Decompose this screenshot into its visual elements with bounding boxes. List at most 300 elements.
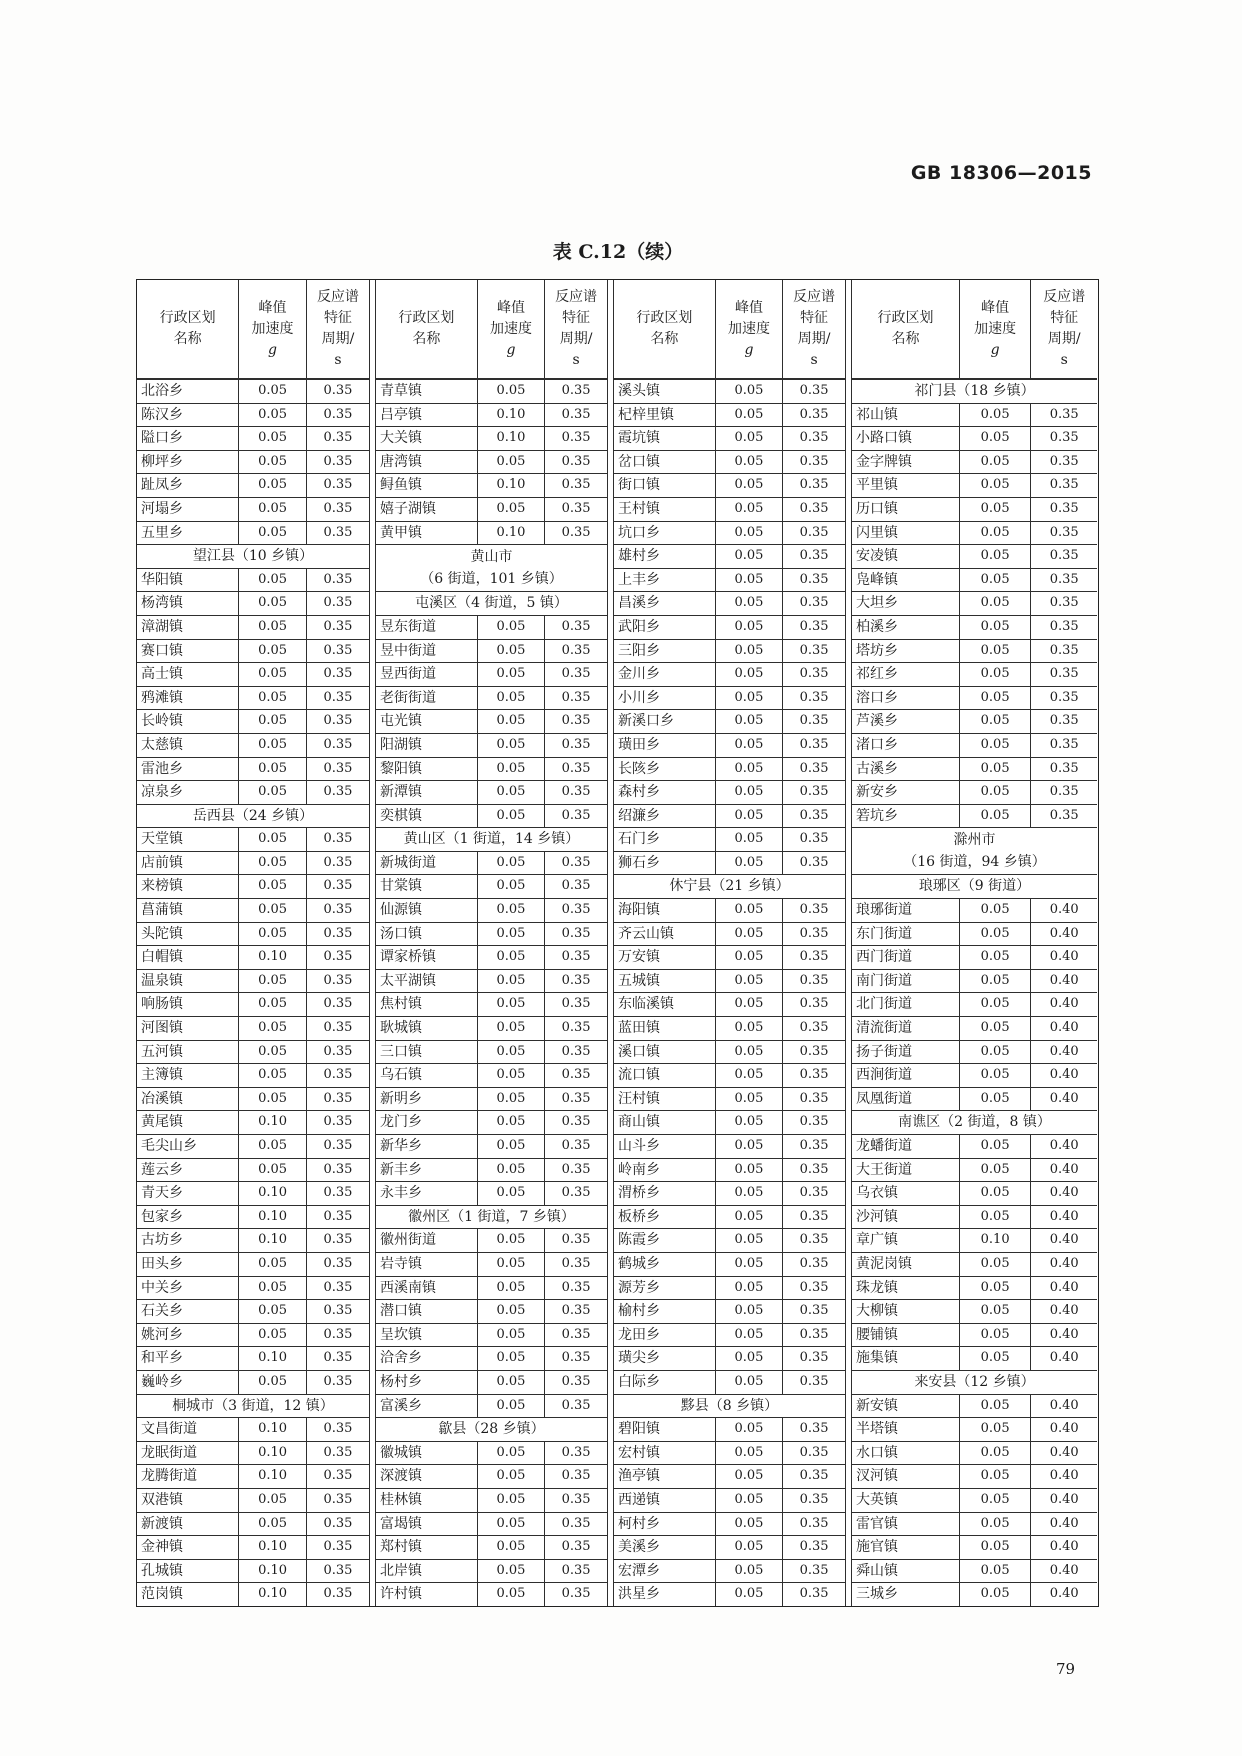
column-group-3 (613, 280, 846, 1606)
peak-acceleration-cell: 0.05 (478, 1041, 544, 1064)
header-text-line: g (506, 341, 516, 358)
response-period-cell: 0.35 (307, 1465, 369, 1488)
response-period-cell: 0.35 (307, 1536, 369, 1559)
region-name-cell: 安凌镇 (852, 545, 959, 568)
peak-acceleration-cell: 0.05 (478, 946, 544, 969)
response-period-cell: 0.35 (545, 1041, 607, 1064)
response-period-cell: 0.35 (783, 1513, 845, 1536)
peak-acceleration-cell: 0.05 (478, 1135, 544, 1158)
response-period-cell: 0.40 (1031, 1465, 1097, 1488)
response-period-cell: 0.35 (783, 734, 845, 757)
response-period-cell: 0.35 (545, 474, 607, 497)
header-text-line: 周期/ (321, 331, 355, 347)
peak-acceleration-cell: 0.05 (478, 993, 544, 1016)
response-period-cell: 0.35 (783, 1560, 845, 1583)
response-period-cell: 0.35 (783, 498, 845, 521)
response-period-cell: 0.35 (307, 899, 369, 922)
region-name-cell: 霞坑镇 (614, 427, 715, 450)
header-pga-cell (960, 280, 1030, 379)
section-heading-cell: 歙县（28 乡镇） (376, 1418, 607, 1441)
section-heading-cell: 桐城市（3 街道，12 镇） (137, 1395, 369, 1418)
response-period-cell: 0.40 (1031, 1489, 1097, 1512)
region-name-cell: 大柳镇 (852, 1300, 959, 1323)
peak-acceleration-cell: 0.05 (716, 592, 782, 615)
response-period-cell: 0.35 (307, 640, 369, 663)
response-period-cell: 0.35 (783, 1371, 845, 1394)
region-name-cell: 和平乡 (137, 1347, 238, 1370)
peak-acceleration-cell: 0.05 (960, 1135, 1030, 1158)
region-name-cell: 甘棠镇 (376, 875, 477, 898)
peak-acceleration-cell: 0.05 (239, 1489, 306, 1512)
response-period-cell: 0.40 (1031, 1583, 1097, 1606)
response-period-cell: 0.35 (307, 1088, 369, 1111)
response-period-cell: 0.35 (1031, 427, 1097, 450)
peak-acceleration-cell: 0.05 (716, 1111, 782, 1134)
region-name-cell: 来榜镇 (137, 875, 238, 898)
region-name-cell: 华阳镇 (137, 569, 238, 592)
region-name-cell: 杨湾镇 (137, 592, 238, 615)
response-period-cell: 0.35 (545, 498, 607, 521)
peak-acceleration-cell: 0.05 (960, 474, 1030, 497)
response-period-cell: 0.35 (545, 640, 607, 663)
response-period-cell: 0.35 (783, 1182, 845, 1205)
column-group-1 (137, 280, 370, 1606)
region-name-cell: 昱东街道 (376, 616, 477, 639)
peak-acceleration-cell: 0.05 (716, 710, 782, 733)
region-name-cell: 石门乡 (614, 828, 715, 851)
response-period-cell: 0.35 (545, 1159, 607, 1182)
response-period-cell: 0.35 (307, 923, 369, 946)
peak-acceleration-cell: 0.05 (716, 805, 782, 828)
response-period-cell: 0.35 (545, 993, 607, 1016)
peak-acceleration-cell: 0.05 (960, 522, 1030, 545)
response-period-cell: 0.40 (1031, 1442, 1097, 1465)
peak-acceleration-cell: 0.05 (960, 805, 1030, 828)
peak-acceleration-cell: 0.05 (239, 970, 306, 993)
region-name-cell: 龙眠街道 (137, 1442, 238, 1465)
region-name-cell: 龙腾街道 (137, 1465, 238, 1488)
region-name-cell: 凤凰街道 (852, 1088, 959, 1111)
peak-acceleration-cell: 0.05 (239, 1513, 306, 1536)
region-name-cell: 南门街道 (852, 970, 959, 993)
peak-acceleration-cell: 0.05 (960, 1536, 1030, 1559)
peak-acceleration-cell: 0.05 (960, 592, 1030, 615)
response-period-cell: 0.35 (783, 1135, 845, 1158)
region-name-cell: 新潭镇 (376, 781, 477, 804)
peak-acceleration-cell: 0.05 (960, 1253, 1030, 1276)
response-period-cell: 0.35 (545, 663, 607, 686)
response-period-cell: 0.35 (307, 1206, 369, 1229)
response-period-cell: 0.35 (307, 993, 369, 1016)
section-heading-cell: 来安县（12 乡镇） (852, 1371, 1097, 1394)
peak-acceleration-cell: 0.05 (239, 592, 306, 615)
response-period-cell: 0.35 (1031, 687, 1097, 710)
region-name-cell: 新城街道 (376, 852, 477, 875)
header-text-line: g (268, 341, 278, 358)
response-period-cell: 0.35 (307, 404, 369, 427)
section-heading-cell (376, 545, 607, 591)
region-name-cell: 海阳镇 (614, 899, 715, 922)
response-period-cell: 0.40 (1031, 1253, 1097, 1276)
header-name-cell (376, 280, 477, 379)
response-period-cell: 0.35 (545, 1395, 607, 1418)
region-name-cell: 半塔镇 (852, 1418, 959, 1441)
standard-code: GB 18306—2015 (910, 162, 1092, 184)
peak-acceleration-cell: 0.05 (716, 616, 782, 639)
peak-acceleration-cell: 0.05 (478, 1536, 544, 1559)
peak-acceleration-cell: 0.05 (716, 1513, 782, 1536)
region-name-cell: 上丰乡 (614, 569, 715, 592)
response-period-cell: 0.35 (783, 1041, 845, 1064)
response-period-cell: 0.35 (307, 1442, 369, 1465)
section-heading-cell: 黄山区（1 街道，14 乡镇） (376, 828, 607, 851)
region-name-cell: 大坦乡 (852, 592, 959, 615)
response-period-cell: 0.35 (783, 687, 845, 710)
peak-acceleration-cell: 0.05 (239, 993, 306, 1016)
peak-acceleration-cell: 0.05 (960, 1017, 1030, 1040)
header-text-line: 加速度 (974, 320, 1017, 337)
response-period-cell: 0.35 (783, 1088, 845, 1111)
region-name-cell: 东临溪镇 (614, 993, 715, 1016)
response-period-cell: 0.40 (1031, 1017, 1097, 1040)
response-period-cell: 0.35 (783, 946, 845, 969)
response-period-cell: 0.35 (545, 1064, 607, 1087)
response-period-cell: 0.35 (307, 474, 369, 497)
peak-acceleration-cell: 0.05 (960, 1159, 1030, 1182)
header-text-line: 峰值 (981, 299, 1010, 316)
response-period-cell: 0.35 (307, 1560, 369, 1583)
peak-acceleration-cell: 0.05 (960, 1560, 1030, 1583)
region-name-cell: 孔城镇 (137, 1560, 238, 1583)
region-name-cell: 长陔乡 (614, 758, 715, 781)
header-period-cell (545, 280, 607, 379)
peak-acceleration-cell: 0.05 (478, 1159, 544, 1182)
region-name-cell: 阳湖镇 (376, 734, 477, 757)
peak-acceleration-cell: 0.05 (960, 569, 1030, 592)
response-period-cell: 0.35 (545, 805, 607, 828)
peak-acceleration-cell: 0.05 (716, 1277, 782, 1300)
peak-acceleration-cell: 0.05 (960, 970, 1030, 993)
response-period-cell: 0.40 (1031, 1395, 1097, 1418)
peak-acceleration-cell: 0.05 (239, 1277, 306, 1300)
region-name-cell: 平里镇 (852, 474, 959, 497)
region-name-cell: 呈坎镇 (376, 1324, 477, 1347)
seismic-parameter-table (136, 279, 1099, 1607)
region-name-cell: 漳湖镇 (137, 616, 238, 639)
response-period-cell: 0.40 (1031, 1560, 1097, 1583)
peak-acceleration-cell: 0.05 (716, 1088, 782, 1111)
peak-acceleration-cell: 0.05 (239, 1300, 306, 1323)
response-period-cell: 0.35 (783, 545, 845, 568)
region-name-cell: 田头乡 (137, 1253, 238, 1276)
header-pga-cell (716, 280, 782, 379)
response-period-cell: 0.35 (307, 970, 369, 993)
response-period-cell: 0.40 (1031, 1300, 1097, 1323)
peak-acceleration-cell: 0.10 (478, 522, 544, 545)
header-text-line: 反应谱 (1043, 289, 1086, 305)
header-text-line: 特征 (323, 310, 352, 326)
region-name-cell: 黎阳镇 (376, 758, 477, 781)
response-period-cell: 0.35 (783, 1229, 845, 1252)
response-period-cell: 0.40 (1031, 1513, 1097, 1536)
response-period-cell: 0.35 (307, 1513, 369, 1536)
header-period-cell (307, 280, 369, 379)
peak-acceleration-cell: 0.05 (478, 687, 544, 710)
peak-acceleration-cell: 0.05 (716, 569, 782, 592)
region-name-cell: 响肠镇 (137, 993, 238, 1016)
response-period-cell: 0.35 (545, 687, 607, 710)
response-period-cell: 0.35 (307, 687, 369, 710)
response-period-cell: 0.35 (545, 710, 607, 733)
region-name-cell: 河图镇 (137, 1017, 238, 1040)
peak-acceleration-cell: 0.05 (716, 1560, 782, 1583)
peak-acceleration-cell: 0.05 (239, 687, 306, 710)
header-period-cell (1031, 280, 1097, 379)
response-period-cell: 0.35 (307, 710, 369, 733)
response-period-cell: 0.35 (307, 1229, 369, 1252)
response-period-cell: 0.35 (307, 1159, 369, 1182)
response-period-cell: 0.35 (1031, 710, 1097, 733)
peak-acceleration-cell: 0.05 (716, 1017, 782, 1040)
region-name-cell: 渚口乡 (852, 734, 959, 757)
region-name-cell: 徽城镇 (376, 1442, 477, 1465)
peak-acceleration-cell: 0.05 (239, 498, 306, 521)
region-name-cell: 岭南乡 (614, 1159, 715, 1182)
region-name-cell: 新丰乡 (376, 1159, 477, 1182)
region-name-cell: 祁山镇 (852, 404, 959, 427)
response-period-cell: 0.40 (1031, 993, 1097, 1016)
header-text-line: 反应谱 (793, 289, 836, 305)
response-period-cell: 0.35 (307, 781, 369, 804)
response-period-cell: 0.35 (307, 1135, 369, 1158)
response-period-cell: 0.35 (783, 522, 845, 545)
response-period-cell: 0.35 (545, 1182, 607, 1205)
response-period-cell: 0.35 (783, 993, 845, 1016)
peak-acceleration-cell: 0.05 (478, 1583, 544, 1606)
response-period-cell: 0.35 (545, 1560, 607, 1583)
peak-acceleration-cell: 0.10 (239, 1111, 306, 1134)
region-name-cell: 新溪口乡 (614, 710, 715, 733)
region-name-cell: 雷池乡 (137, 758, 238, 781)
peak-acceleration-cell: 0.05 (239, 852, 306, 875)
response-period-cell: 0.35 (545, 758, 607, 781)
peak-acceleration-cell: 0.05 (716, 1206, 782, 1229)
region-name-cell: 菖蒲镇 (137, 899, 238, 922)
section-heading-cell: 屯溪区（4 街道，5 镇） (376, 592, 607, 615)
region-name-cell: 文昌街道 (137, 1418, 238, 1441)
region-name-cell: 富溪乡 (376, 1395, 477, 1418)
peak-acceleration-cell: 0.05 (716, 474, 782, 497)
response-period-cell: 0.35 (307, 875, 369, 898)
region-name-cell: 历口镇 (852, 498, 959, 521)
peak-acceleration-cell: 0.05 (478, 1347, 544, 1370)
response-period-cell: 0.35 (783, 451, 845, 474)
region-name-cell: 河塌乡 (137, 498, 238, 521)
response-period-cell: 0.35 (783, 1111, 845, 1134)
header-text-line: 行政区划 (877, 310, 934, 326)
region-name-cell: 北岸镇 (376, 1560, 477, 1583)
peak-acceleration-cell: 0.05 (478, 1064, 544, 1087)
peak-acceleration-cell: 0.05 (478, 1560, 544, 1583)
response-period-cell: 0.35 (783, 404, 845, 427)
region-name-cell: 汪村镇 (614, 1088, 715, 1111)
region-name-cell: 祁红乡 (852, 663, 959, 686)
region-name-cell: 王村镇 (614, 498, 715, 521)
peak-acceleration-cell: 0.05 (960, 1064, 1030, 1087)
response-period-cell: 0.40 (1031, 1206, 1097, 1229)
region-name-cell: 施官镇 (852, 1536, 959, 1559)
response-period-cell: 0.35 (307, 616, 369, 639)
response-period-cell: 0.40 (1031, 1135, 1097, 1158)
region-name-cell: 宏潭乡 (614, 1560, 715, 1583)
response-period-cell: 0.35 (545, 1277, 607, 1300)
response-period-cell: 0.35 (545, 1300, 607, 1323)
peak-acceleration-cell: 0.05 (716, 1300, 782, 1323)
response-period-cell: 0.35 (1031, 640, 1097, 663)
region-name-cell: 赛口镇 (137, 640, 238, 663)
response-period-cell: 0.40 (1031, 1277, 1097, 1300)
header-text-line: s (334, 352, 342, 368)
peak-acceleration-cell: 0.05 (239, 781, 306, 804)
peak-acceleration-cell: 0.05 (960, 451, 1030, 474)
response-period-cell: 0.35 (545, 1465, 607, 1488)
region-name-cell: 店前镇 (137, 852, 238, 875)
region-name-cell: 毛尖山乡 (137, 1135, 238, 1158)
peak-acceleration-cell: 0.05 (716, 899, 782, 922)
peak-acceleration-cell: 0.05 (716, 404, 782, 427)
response-period-cell: 0.35 (783, 1442, 845, 1465)
peak-acceleration-cell: 0.05 (239, 1371, 306, 1394)
peak-acceleration-cell: 0.05 (716, 828, 782, 851)
response-period-cell: 0.35 (545, 1088, 607, 1111)
region-name-cell: 鲟鱼镇 (376, 474, 477, 497)
region-name-cell: 新安镇 (852, 1395, 959, 1418)
region-name-cell: 乌衣镇 (852, 1182, 959, 1205)
peak-acceleration-cell: 0.05 (716, 687, 782, 710)
region-name-cell: 扬子街道 (852, 1041, 959, 1064)
peak-acceleration-cell: 0.05 (716, 640, 782, 663)
region-name-cell: 三城乡 (852, 1583, 959, 1606)
peak-acceleration-cell: 0.05 (960, 1088, 1030, 1111)
response-period-cell: 0.35 (783, 427, 845, 450)
header-text-line: s (810, 352, 818, 368)
peak-acceleration-cell: 0.05 (716, 1371, 782, 1394)
response-period-cell: 0.35 (545, 875, 607, 898)
peak-acceleration-cell: 0.05 (239, 1041, 306, 1064)
response-period-cell: 0.40 (1031, 899, 1097, 922)
column-group-4 (851, 280, 1097, 1606)
response-period-cell: 0.35 (307, 852, 369, 875)
peak-acceleration-cell: 0.10 (239, 1347, 306, 1370)
peak-acceleration-cell: 0.05 (716, 781, 782, 804)
region-name-cell: 郑村镇 (376, 1536, 477, 1559)
peak-acceleration-cell: 0.05 (478, 970, 544, 993)
region-name-cell: 谭家桥镇 (376, 946, 477, 969)
response-period-cell: 0.35 (307, 1182, 369, 1205)
region-name-cell: 三口镇 (376, 1041, 477, 1064)
region-name-cell: 大关镇 (376, 427, 477, 450)
response-period-cell: 0.40 (1031, 1088, 1097, 1111)
peak-acceleration-cell: 0.05 (239, 1017, 306, 1040)
peak-acceleration-cell: 0.05 (960, 663, 1030, 686)
response-period-cell: 0.35 (783, 1300, 845, 1323)
response-period-cell: 0.35 (307, 1253, 369, 1276)
response-period-cell: 0.35 (783, 1064, 845, 1087)
region-name-cell: 北浴乡 (137, 380, 238, 403)
region-name-cell: 西涧街道 (852, 1064, 959, 1087)
response-period-cell: 0.35 (307, 1300, 369, 1323)
peak-acceleration-cell: 0.05 (716, 923, 782, 946)
peak-acceleration-cell: 0.05 (239, 663, 306, 686)
peak-acceleration-cell: 0.05 (478, 758, 544, 781)
region-name-cell: 昌溪乡 (614, 592, 715, 615)
region-name-cell: 闪里镇 (852, 522, 959, 545)
peak-acceleration-cell: 0.10 (239, 1536, 306, 1559)
peak-acceleration-cell: 0.05 (716, 427, 782, 450)
table-title: 表 C.12（续） (552, 241, 684, 263)
peak-acceleration-cell: 0.05 (478, 498, 544, 521)
peak-acceleration-cell: 0.05 (239, 1064, 306, 1087)
response-period-cell: 0.35 (307, 734, 369, 757)
section-heading-cell: 徽州区（1 街道，7 乡镇） (376, 1206, 607, 1229)
region-name-cell: 金川乡 (614, 663, 715, 686)
header-text-line: 名称 (173, 331, 202, 347)
region-name-cell: 板桥乡 (614, 1206, 715, 1229)
region-name-cell: 鹤城乡 (614, 1253, 715, 1276)
region-name-cell: 双港镇 (137, 1489, 238, 1512)
response-period-cell: 0.40 (1031, 1229, 1097, 1252)
peak-acceleration-cell: 0.05 (239, 734, 306, 757)
region-name-cell: 龙蟠街道 (852, 1135, 959, 1158)
region-name-cell: 头陀镇 (137, 923, 238, 946)
region-name-cell: 小路口镇 (852, 427, 959, 450)
peak-acceleration-cell: 0.10 (478, 474, 544, 497)
peak-acceleration-cell: 0.05 (716, 970, 782, 993)
response-period-cell: 0.35 (307, 1347, 369, 1370)
peak-acceleration-cell: 0.05 (239, 1324, 306, 1347)
header-name-cell (852, 280, 959, 379)
region-name-cell: 箬坑乡 (852, 805, 959, 828)
response-period-cell: 0.35 (783, 1583, 845, 1606)
region-name-cell: 小川乡 (614, 687, 715, 710)
region-name-cell: 嬉子湖镇 (376, 498, 477, 521)
peak-acceleration-cell: 0.05 (239, 616, 306, 639)
header-text-line: 反应谱 (555, 289, 598, 305)
response-period-cell: 0.35 (783, 1277, 845, 1300)
region-name-cell: 雷官镇 (852, 1513, 959, 1536)
response-period-cell: 0.35 (307, 1277, 369, 1300)
region-name-cell: 齐云山镇 (614, 923, 715, 946)
peak-acceleration-cell: 0.05 (239, 923, 306, 946)
response-period-cell: 0.40 (1031, 1536, 1097, 1559)
peak-acceleration-cell: 0.05 (716, 1041, 782, 1064)
region-name-cell: 龙门乡 (376, 1111, 477, 1134)
response-period-cell: 0.35 (545, 923, 607, 946)
peak-acceleration-cell: 0.05 (716, 1159, 782, 1182)
region-name-cell: 潜口镇 (376, 1300, 477, 1323)
response-period-cell: 0.35 (545, 1324, 607, 1347)
peak-acceleration-cell: 0.05 (960, 899, 1030, 922)
header-text-line: 名称 (412, 331, 441, 347)
region-name-cell: 岔口镇 (614, 451, 715, 474)
peak-acceleration-cell: 0.05 (239, 380, 306, 403)
peak-acceleration-cell: 0.05 (239, 758, 306, 781)
region-name-cell: 山斗乡 (614, 1135, 715, 1158)
region-name-cell: 青草镇 (376, 380, 477, 403)
peak-acceleration-cell: 0.05 (478, 1111, 544, 1134)
response-period-cell: 0.35 (545, 1135, 607, 1158)
response-period-cell: 0.35 (1031, 805, 1097, 828)
